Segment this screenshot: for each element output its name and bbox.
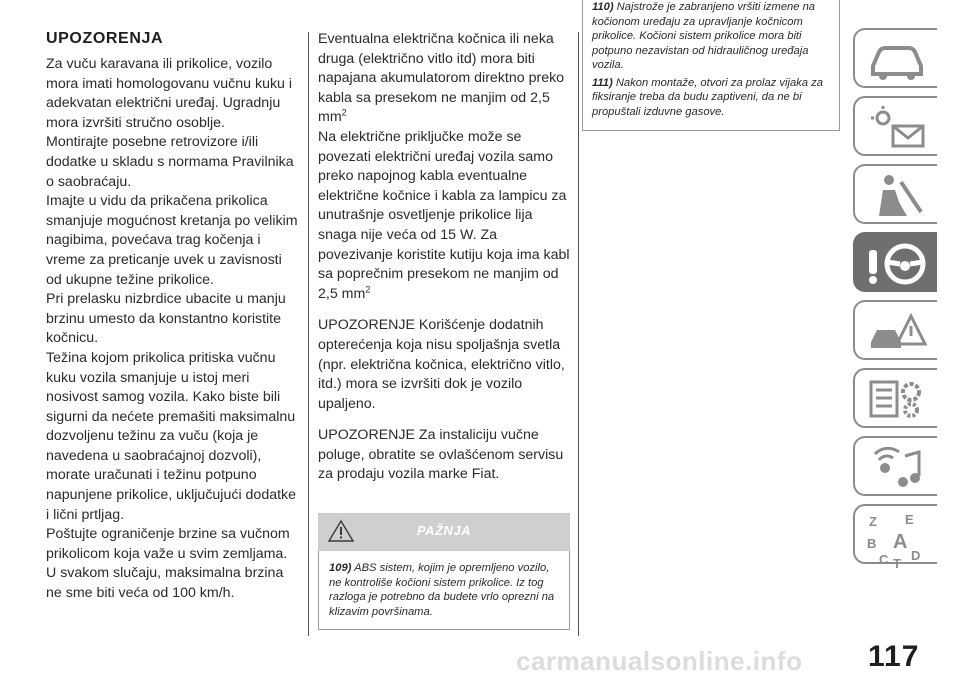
- column-1: [46, 30, 298, 604]
- index-letter: B: [867, 536, 877, 551]
- notes-box: [582, 0, 840, 131]
- index-letter: Z: [869, 514, 877, 529]
- warning-number: 109): [329, 562, 352, 575]
- note-item: [592, 0, 833, 73]
- warning-triangle-road-icon: [865, 308, 929, 356]
- tab-multimedia[interactable]: [853, 436, 937, 496]
- index-letter: T: [893, 556, 901, 571]
- alphabetical-index-icon: [865, 512, 929, 572]
- tab-index[interactable]: [853, 504, 937, 571]
- note-text: Nakon montaže, otvori za prolaz vijaka za fiksiranje treba da budu zaptiveni, da ne bi propuštali izduvne gasove.: [592, 76, 823, 118]
- paragraph: Montirajte posebne retrovizore i/ili dodatke u skladu s normama Pravilnika o saobraćaju.: [46, 134, 294, 190]
- steering-wheel-key-icon: [865, 240, 929, 288]
- warning-header: [318, 513, 570, 551]
- paragraph: Imajte u vidu da prikačena prikolica smanjuje mogućnost kretanja po velikim nagibima, povećava trag kočenja i vreme za preticanje uvek u zavisnosti od ukupne težine prikolice.: [46, 193, 298, 288]
- paragraph: Pri prelasku nizbrdice ubacite u manju brzinu umesto da konstantno koristite kočnicu.: [46, 291, 286, 347]
- watermark: carmanualsonline.info: [516, 646, 803, 676]
- tab-starting-driving[interactable]: [853, 232, 937, 292]
- column-3: [582, 1, 840, 131]
- paragraph: Za vuču karavana ili prikolice, vozilo mora imati homologovanu vučnu kuku i adekvatan električni uređaj. Ugradnju mora izvršiti stručno osoblje.: [46, 56, 293, 131]
- column-1-text: [46, 55, 298, 604]
- paragraph: UPOZORENJE Korišćenje dodatnih opterećenja koja nisu spoljašnja svetla (npr. električna kočnica, električno vitlo, itd.) mora se izvršiti dok je vozilo upaljeno.: [318, 317, 565, 412]
- warning-text: ABS sistem, kojim je opremljeno vozilo, ne kontroliše kočioni sistem prikolice. Iz tog razloga je potrebno da budete vrlo oprezni na klizavim površinama.: [329, 562, 555, 618]
- multimedia-note-icon: [865, 444, 929, 492]
- index-letter: E: [905, 512, 914, 527]
- index-letter: D: [911, 548, 921, 563]
- superscript: 2: [365, 283, 371, 294]
- tab-car[interactable]: [853, 28, 937, 88]
- dashboard-lights-icon: [865, 104, 929, 152]
- tab-safety[interactable]: [853, 164, 937, 224]
- seat-safety-icon: [865, 172, 929, 220]
- page-number: 117: [868, 640, 920, 673]
- maintenance-gear-icon: [865, 376, 929, 424]
- paragraph: [318, 30, 570, 128]
- note-number: 110): [592, 1, 614, 13]
- tab-emergency[interactable]: [853, 300, 937, 360]
- tab-dashboard[interactable]: [853, 96, 937, 156]
- index-letter: C: [879, 552, 889, 567]
- paragraph: Poštujte ograničenje brzine sa vučnom prikolicom koja važe u svim zemljama. U svakom slučaju, maksimalna brzina ne sme biti veća od 100 km/h.: [46, 526, 290, 602]
- warning-title: PAŽNJA: [416, 523, 472, 539]
- warning-box: [318, 551, 570, 630]
- paragraph-text: Na električne priključke može se povezati električni uređaj vozila samo preko napojnog kabla eventualne električne kočnice i kabla za lampicu za unutrašnje osvetljenje prikolice lija snaga nije veća od 15 W. Za povezivanje koristite kutiju koja ima kabl sa poprečnim presekom ne manjim od 2,5 mm: [318, 128, 570, 302]
- paragraph-text: Eventualna električna kočnica ili neka druga (električno vitlo itd) mora biti napajana akumulatorom direktno preko kabla sa presekom ne manjim od 2,5 mm: [318, 31, 565, 126]
- index-letter: A: [893, 531, 908, 553]
- column-2-text: [318, 30, 570, 485]
- paragraph: [318, 128, 570, 304]
- superscript: 2: [341, 107, 347, 118]
- note-item: [592, 76, 833, 120]
- section-heading: UPOZORENJA: [46, 30, 164, 47]
- paragraph: Težina kojom prikolica pritiska vučnu kuku vozila smanjuje u istoj meri nosivost samog vozila. Kako biste bili sigurni da nećete premašiti maksimalnu dozvoljenu težinu za vuču (koja je navedena u saobraćajnoj dozvoli), morate uračunati i težinu potpuno napunjene prikolice, uključujući dodatke i lični prtljag.: [46, 349, 297, 523]
- paragraph: UPOZORENJE Za instaliciju vučne poluge, obratite se ovlašćenom servisu za prodaju vozila marke Fiat.: [318, 427, 564, 483]
- column-divider: [578, 32, 579, 636]
- tab-maintenance[interactable]: [853, 368, 937, 428]
- column-2: [318, 30, 570, 630]
- car-icon: [865, 36, 929, 84]
- note-text: Najstrože je zabranjeno vršiti izmene na kočionom uređaju za upravljanje kočnicom prikolice. Kočioni sistem prikolice mora biti potpuno nezavistan od hidrauličnog uređaja vozila.: [592, 1, 816, 71]
- column-divider: [308, 32, 309, 636]
- note-number: 111): [592, 76, 613, 89]
